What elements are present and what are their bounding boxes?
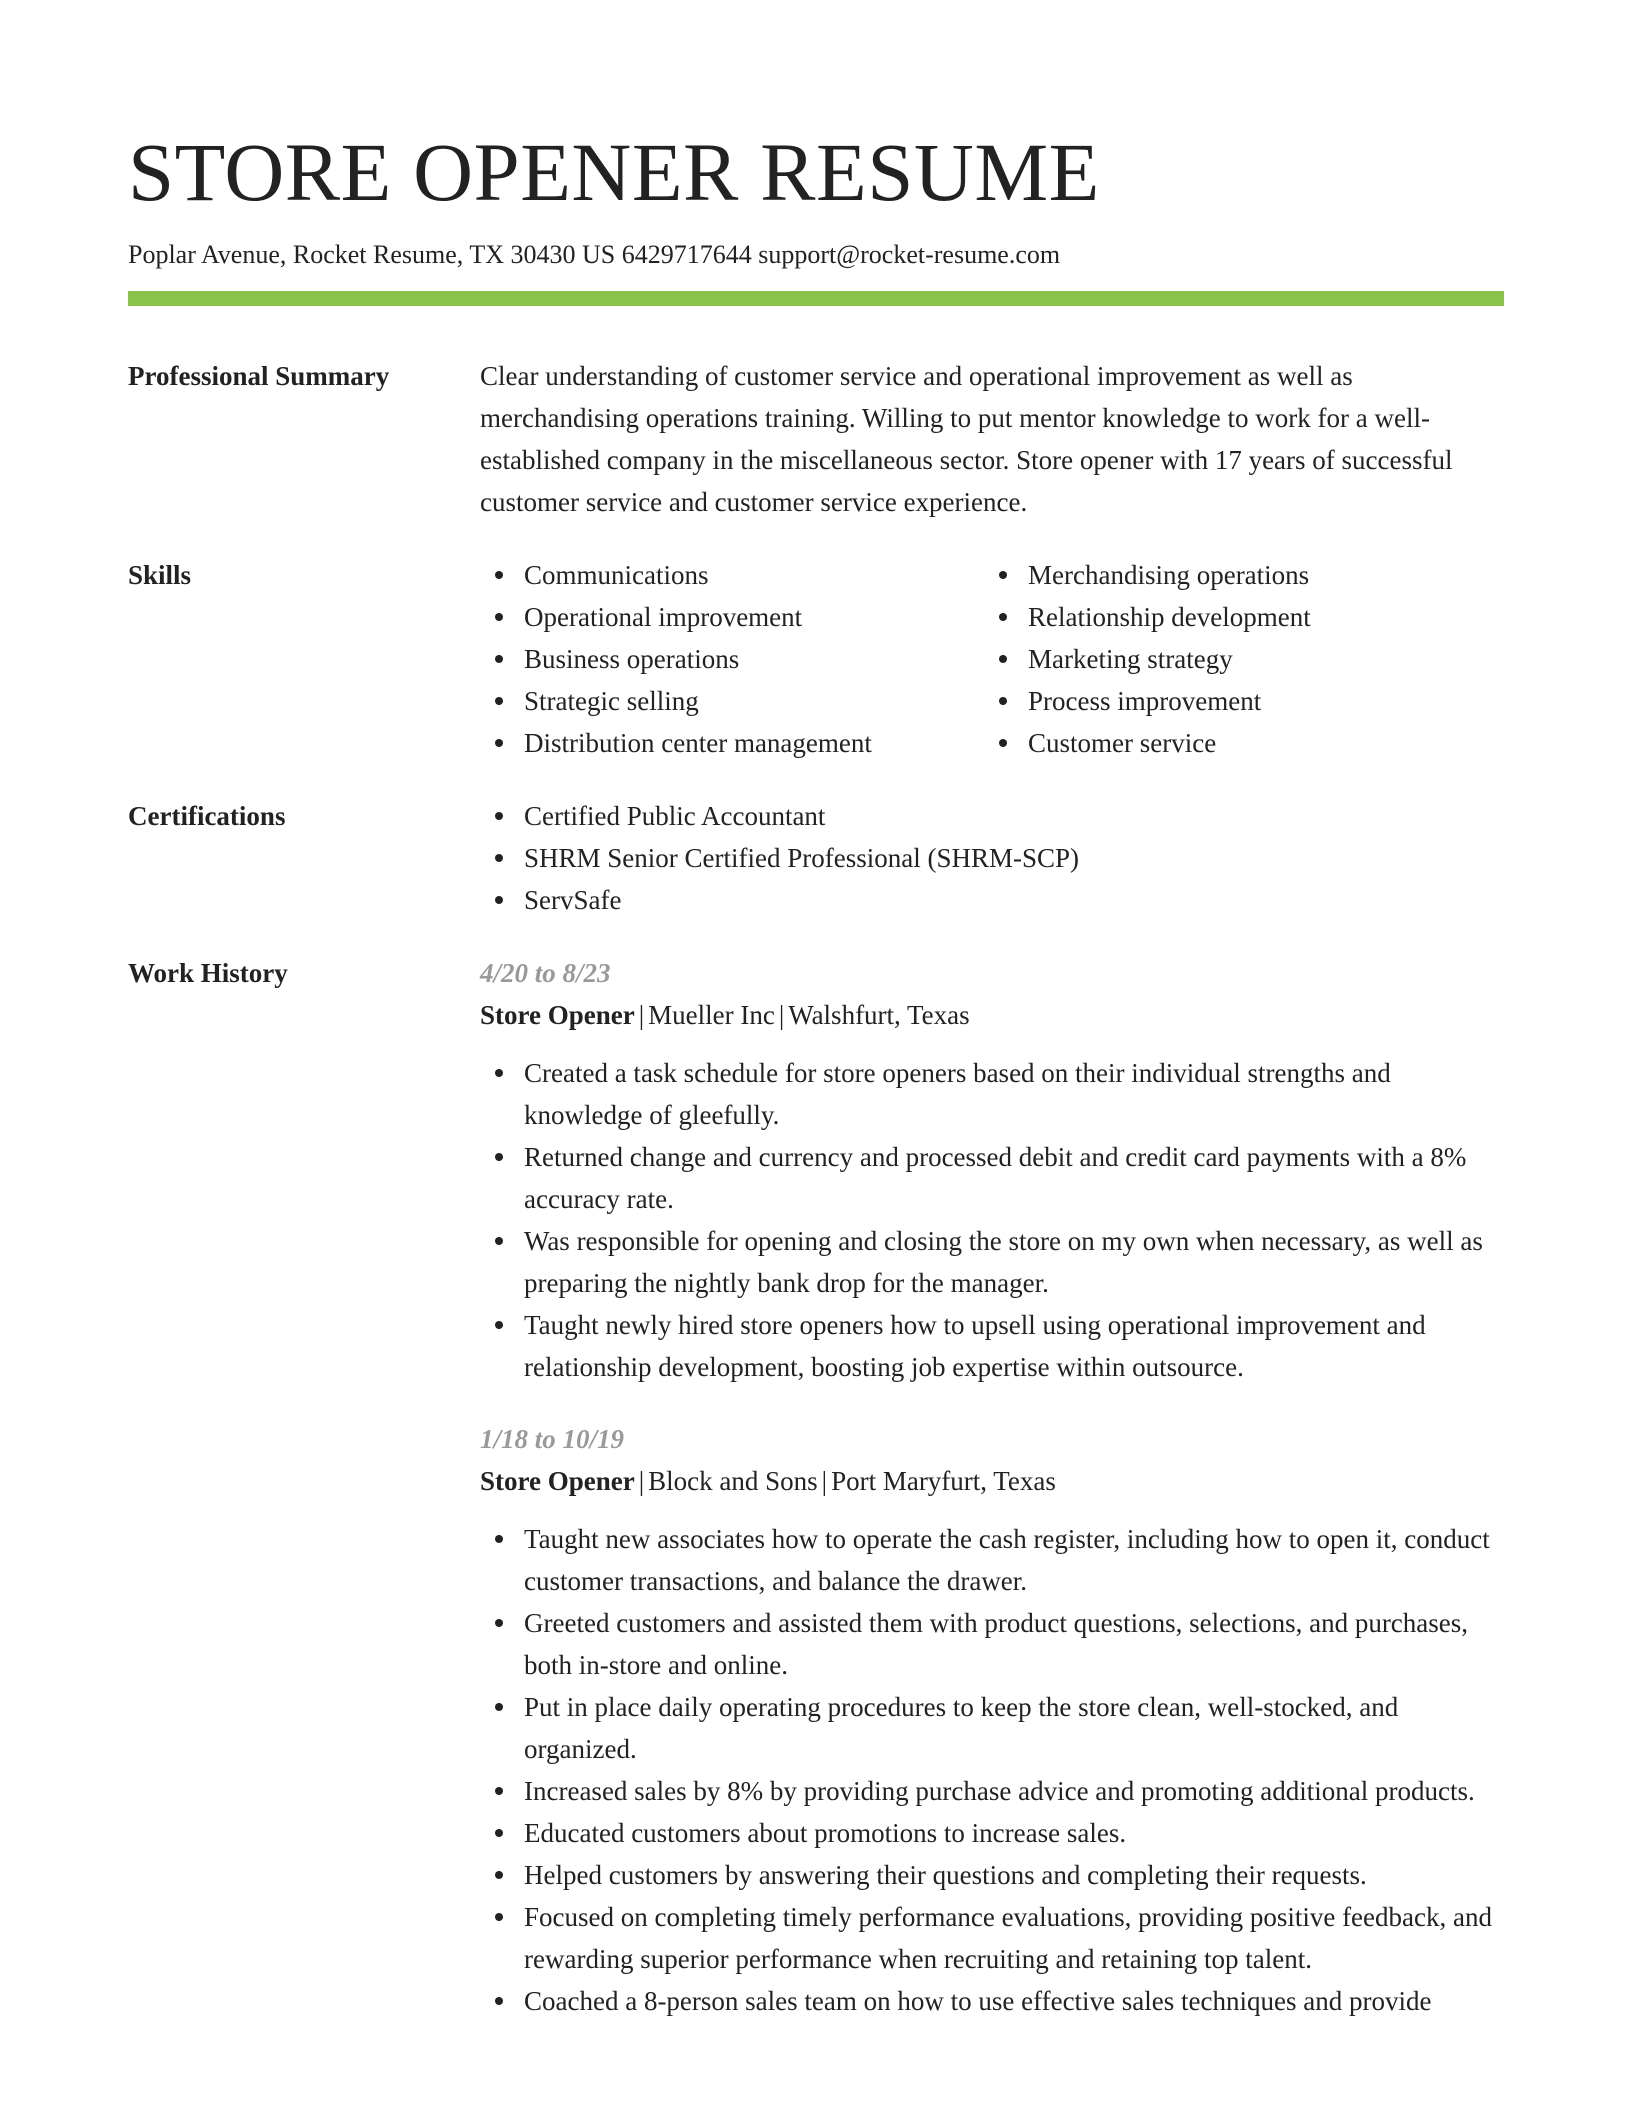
skill-item xyxy=(480,638,984,680)
job-bullet-text: Greeted customers and assisted them with product questions, selections, and purchases, both in-store and online. xyxy=(524,1608,1469,1680)
bullet-icon xyxy=(999,739,1007,747)
skill-text: Distribution center management xyxy=(524,728,872,758)
job-bullet-text: Put in place daily operating procedures to keep the store clean, well-stocked, and organized. xyxy=(524,1692,1399,1764)
bullet-icon xyxy=(495,655,503,663)
job-bullet xyxy=(480,1854,1504,1896)
job-bullet xyxy=(480,1052,1504,1136)
job-bullet-text: Created a task schedule for store openers based on their individual strengths and knowledge of gleefully. xyxy=(524,1058,1391,1130)
job-bullet-text: Was responsible for opening and closing the store on my own when necessary, as well as preparing the nightly bank drop for the manager. xyxy=(524,1226,1483,1298)
bullet-icon xyxy=(495,812,503,820)
skill-item xyxy=(480,722,984,764)
job-bullet xyxy=(480,1304,1504,1388)
bullet-icon xyxy=(495,1787,503,1795)
certifications-label: Certifications xyxy=(128,801,286,831)
bullet-icon xyxy=(495,1703,503,1711)
skill-text: Customer service xyxy=(1028,728,1217,758)
job-title: Store Opener xyxy=(480,1466,635,1496)
certification-item xyxy=(480,879,1504,921)
work-history-section xyxy=(128,952,1504,2052)
job-bullets xyxy=(480,1052,1504,1388)
certifications-list xyxy=(480,795,1504,921)
separator: | xyxy=(638,1466,645,1496)
skill-item xyxy=(984,596,1488,638)
job-company: Block and Sons xyxy=(648,1466,818,1496)
job-entry xyxy=(480,952,1504,1388)
job-bullet xyxy=(480,1980,1504,2022)
bullet-icon xyxy=(999,697,1007,705)
job-location: Walshfurt, Texas xyxy=(788,1000,970,1030)
summary-text: Clear understanding of customer service and operational improvement as well as merchandising operations training. Willing to put mentor knowledge to work for a well-established company in the miscellaneous sector. Store opener with 17 years of successful customer service and customer service experience. xyxy=(480,361,1453,517)
certification-item xyxy=(480,837,1504,879)
bullet-icon xyxy=(495,1535,503,1543)
job-bullet-text: Returned change and currency and processed debit and credit card payments with a 8% accuracy rate. xyxy=(524,1142,1467,1214)
job-bullet-text: Increased sales by 8% by providing purchase advice and promoting additional products. xyxy=(524,1776,1475,1806)
bullet-icon xyxy=(999,571,1007,579)
skills-list-left xyxy=(480,554,984,764)
skill-item xyxy=(984,554,1488,596)
skill-item xyxy=(984,680,1488,722)
certifications-body xyxy=(480,795,1504,921)
skills-label: Skills xyxy=(128,560,192,590)
resume-page xyxy=(128,124,1504,2052)
bullet-icon xyxy=(495,1069,503,1077)
bullet-icon xyxy=(495,739,503,747)
job-dates: 1/18 to 10/19 xyxy=(480,1424,625,1454)
job-bullet-text: Focused on completing timely performance evaluations, providing positive feedback, and rewarding superior performance when recruiting and retaining top talent. xyxy=(524,1902,1492,1974)
bullet-icon xyxy=(495,1153,503,1161)
skill-text: Marketing strategy xyxy=(1028,644,1233,674)
skill-text: Strategic selling xyxy=(524,686,699,716)
bullet-icon xyxy=(495,854,503,862)
certification-text: ServSafe xyxy=(524,885,622,915)
skill-item xyxy=(480,596,984,638)
skill-text: Merchandising operations xyxy=(1028,560,1310,590)
job-title: Store Opener xyxy=(480,1000,635,1030)
skill-text: Process improvement xyxy=(1028,686,1262,716)
job-company: Mueller Inc xyxy=(648,1000,775,1030)
bullet-icon xyxy=(495,613,503,621)
job-dates: 4/20 to 8/23 xyxy=(480,958,611,988)
job-bullet-text: Educated customers about promotions to increase sales. xyxy=(524,1818,1127,1848)
work-history-label: Work History xyxy=(128,958,288,988)
summary-section xyxy=(128,355,1504,523)
certification-item xyxy=(480,795,1504,837)
job-bullet xyxy=(480,1136,1504,1220)
job-bullet-text: Taught newly hired store openers how to upsell using operational improvement and relationship development, boosting job expertise within outsource. xyxy=(524,1310,1426,1382)
job-location: Port Maryfurt, Texas xyxy=(831,1466,1056,1496)
job-heading xyxy=(480,1460,1504,1502)
skill-text: Business operations xyxy=(524,644,740,674)
separator: | xyxy=(821,1466,828,1496)
job-bullet xyxy=(480,1770,1504,1812)
job-bullet xyxy=(480,1602,1504,1686)
certifications-section xyxy=(128,795,1504,921)
bullet-icon xyxy=(495,1321,503,1329)
job-heading xyxy=(480,994,1504,1036)
job-bullet xyxy=(480,1896,1504,1980)
job-bullets xyxy=(480,1518,1504,2022)
job-bullet xyxy=(480,1686,1504,1770)
resume-title: STORE OPENER RESUME xyxy=(128,126,1100,218)
skills-section xyxy=(128,554,1504,764)
certification-text: SHRM Senior Certified Professional (SHRM-SCP) xyxy=(524,843,1080,873)
skill-item xyxy=(480,554,984,596)
skill-text: Operational improvement xyxy=(524,602,803,632)
skill-item xyxy=(984,722,1488,764)
job-bullet-text: Taught new associates how to operate the cash register, including how to open it, conduct customer transactions, and balance the drawer. xyxy=(524,1524,1490,1596)
separator: | xyxy=(778,1000,785,1030)
job-entry xyxy=(480,1418,1504,2022)
skill-text: Relationship development xyxy=(1028,602,1311,632)
bullet-icon xyxy=(495,1619,503,1627)
bullet-icon xyxy=(495,1237,503,1245)
skill-item xyxy=(984,638,1488,680)
skills-body xyxy=(480,554,1504,764)
job-bullet xyxy=(480,1220,1504,1304)
job-bullet-text: Helped customers by answering their questions and completing their requests. xyxy=(524,1860,1367,1890)
contact-line: Poplar Avenue, Rocket Resume, TX 30430 US 6429717644 support@rocket-resume.com xyxy=(128,240,1061,269)
work-history-body xyxy=(480,952,1504,2052)
job-bullet xyxy=(480,1518,1504,1602)
bullet-icon xyxy=(495,1829,503,1837)
certification-text: Certified Public Accountant xyxy=(524,801,826,831)
bullet-icon xyxy=(495,896,503,904)
skills-list-right xyxy=(984,554,1488,764)
bullet-icon xyxy=(495,1997,503,2005)
bullet-icon xyxy=(495,571,503,579)
skill-text: Communications xyxy=(524,560,709,590)
bullet-icon xyxy=(495,1913,503,1921)
bullet-icon xyxy=(999,613,1007,621)
skills-grid xyxy=(480,554,1504,764)
header-divider xyxy=(128,291,1504,306)
job-bullet xyxy=(480,1812,1504,1854)
bullet-icon xyxy=(495,697,503,705)
job-bullet-text: Coached a 8-person sales team on how to use effective sales techniques and provide xyxy=(524,1986,1432,2016)
skill-item xyxy=(480,680,984,722)
summary-label: Professional Summary xyxy=(128,361,390,391)
bullet-icon xyxy=(495,1871,503,1879)
summary-body xyxy=(480,355,1504,523)
bullet-icon xyxy=(999,655,1007,663)
separator: | xyxy=(638,1000,645,1030)
